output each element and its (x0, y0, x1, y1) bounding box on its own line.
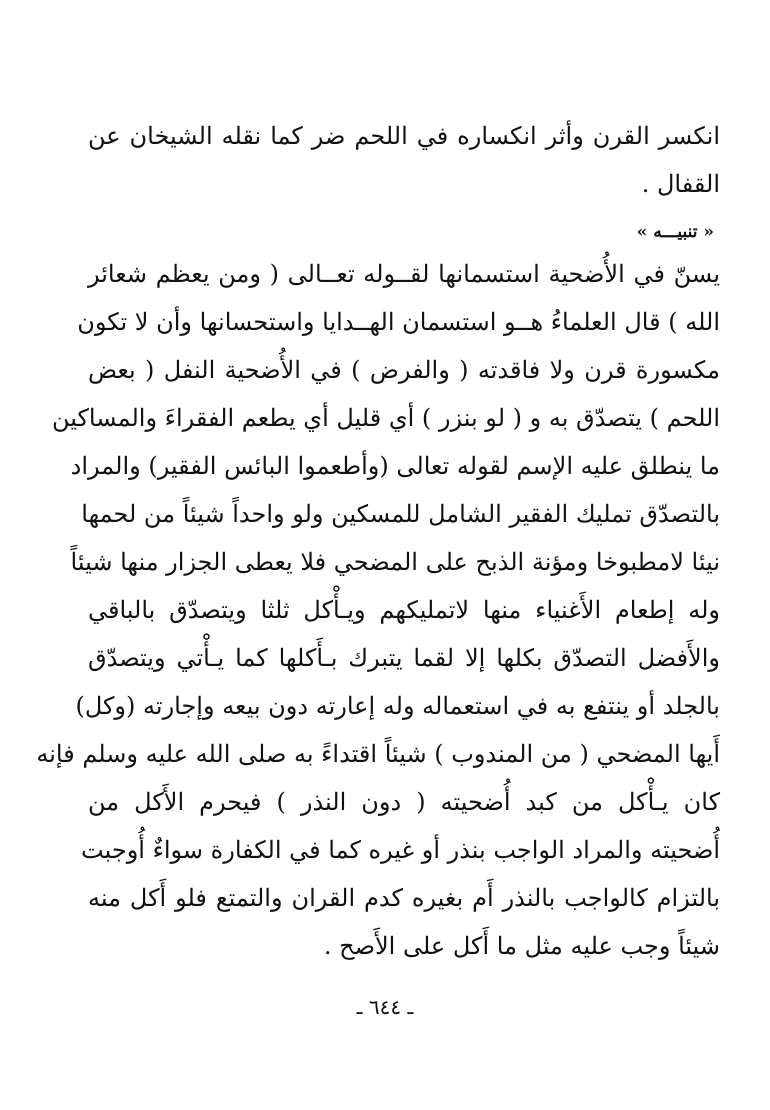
page-number: ـ ٦٤٤ ـ (356, 995, 414, 1019)
text-line: انكسر القرن وأثر انكساره في اللحم ضر كما نقله الشيخان عن (88, 122, 720, 150)
text-line: وله إطعام الأَغنياء منها لاتمليكهم ويـأْكل ثلثا ويتصدّق بالباقي (88, 596, 720, 624)
text-line: بالجلد أو ينتفع به في استعماله وله إعارته دون بيعه وإجارته (وكل) (75, 692, 720, 720)
text-line: ما ينطلق عليه الإسم لقوله تعالى (وأطعموا البائس الفقير) والمراد (70, 452, 720, 480)
text-line: شيئاً وجب عليه مثل ما أَكل على الأَصح . (323, 932, 720, 960)
text-line: يسنّ في الأُضحية استسمانها لقــوله تعــالى ( ومن يعظم شعائر (88, 260, 720, 288)
text-line: القفال . (641, 170, 720, 198)
text-line: الله ) قال العلماءُ هــو استسمان الهــدايا واستحسانها وأن لا تكون (77, 308, 720, 336)
section-heading: « تنبيـــه » (636, 222, 714, 242)
text-line: بالتزام كالواجب بالنذر أَم بغيره كدم القران والتمتع فلو أَكل منه (88, 884, 720, 912)
text-line: مكسورة قرن ولا فاقدته ( والفرض ) في الأُضحية النفل ( بعض (88, 356, 720, 384)
text-line: بالتصدّق تمليك الفقير الشامل للمسكين ولو واحداً شيئاً من لحمها (81, 500, 720, 528)
text-line: أُضحيته والمراد الواجب بنذر أو غيره كما في الكفارة سواءٌ أُوجبت (81, 836, 720, 864)
text-line: اللحم ) يتصدّق به و ( لو بنزر ) أي قليل أي يطعم الفقراءَ والمساكين (51, 404, 720, 432)
text-line: أَيها المضحي ( من المندوب ) شيئاً اقتداءً به صلى الله عليه وسلم فإنه (36, 740, 720, 768)
text-line: نيئا لامطبوخا ومؤنة الذبح على المضحي فلا يعطى الجزار منها شيئاً (70, 548, 720, 576)
page-body (36, 112, 720, 970)
text-line: والأَفضل التصدّق بكلها إلا لقما يتبرك بـأَكلها كما يـأْتي ويتصدّق (88, 644, 720, 672)
text-line: كان يـأْكل من كبد أُضحيته ( دون النذر ) فيحرم الأَكل من (88, 788, 720, 816)
